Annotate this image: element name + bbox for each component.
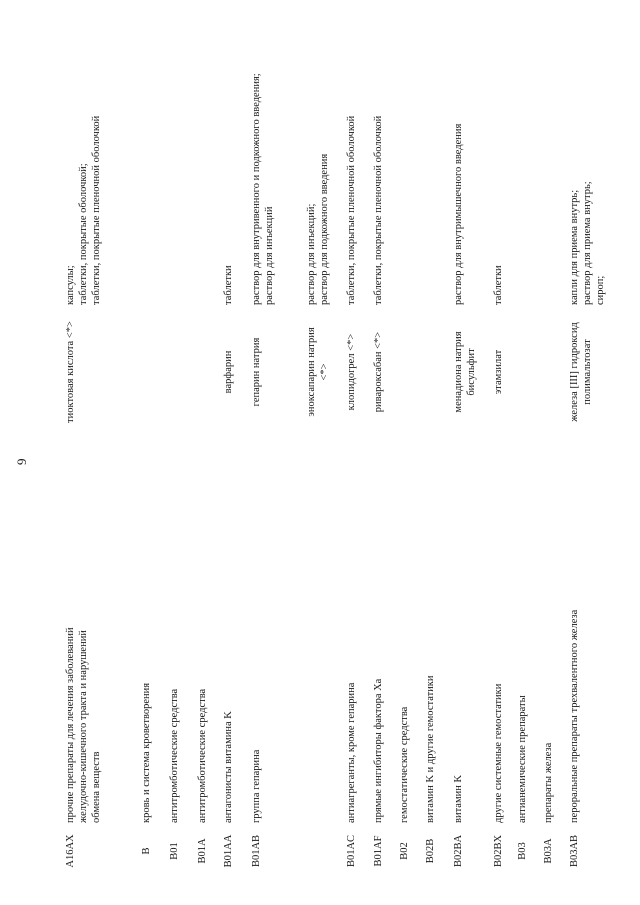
row-form bbox=[345, 15, 358, 305]
row-name-line: обмена веществ bbox=[91, 751, 102, 823]
row-code: B01AA bbox=[223, 834, 234, 868]
row-name-line: витамин K bbox=[453, 774, 464, 823]
row-name-line: антагонисты витамина K bbox=[223, 711, 234, 823]
row-name-line: антитромботические средства bbox=[169, 688, 180, 823]
row-drug-line: <*> bbox=[319, 363, 330, 381]
row-form-line: раствор для приема внутрь; bbox=[582, 181, 593, 305]
row-name bbox=[196, 431, 209, 823]
row-name-line: прочие препараты для лечения заболеваний bbox=[65, 627, 76, 823]
row-drug bbox=[568, 313, 594, 431]
row-code: B02BA bbox=[453, 834, 464, 868]
row-name bbox=[424, 431, 437, 823]
row-code: B01AB bbox=[251, 834, 262, 868]
row-name bbox=[492, 431, 505, 823]
row-code: B02BX bbox=[493, 834, 504, 868]
row-form bbox=[568, 15, 607, 305]
row-drug-line: эноксапарин натрия bbox=[306, 327, 317, 417]
row-name bbox=[345, 431, 358, 823]
row-name bbox=[542, 431, 555, 823]
row-name bbox=[140, 431, 153, 823]
row-code: B03A bbox=[543, 838, 554, 864]
row-form-line: раствор для инъекций bbox=[264, 206, 275, 305]
row-name-line: антитромботические средства bbox=[197, 688, 208, 823]
row-drug-line: полимальтозат bbox=[582, 339, 593, 405]
row-form-line: капсулы; bbox=[65, 265, 76, 305]
row-drug bbox=[250, 313, 263, 431]
row-form-line: таблетки, покрытые пленочной оболочкой bbox=[91, 115, 102, 305]
row-code: B02B bbox=[425, 838, 436, 864]
row-form-line: раствор для внутривенного и подкожного введения; bbox=[251, 73, 262, 305]
row-form bbox=[250, 15, 276, 305]
row-code: B02 bbox=[399, 842, 410, 860]
row-name-line: группа гепарина bbox=[251, 749, 262, 823]
row-name bbox=[64, 431, 103, 823]
row-form-line: таблетки bbox=[223, 265, 234, 305]
row-name-line: кровь и система кроветворения bbox=[141, 682, 152, 823]
row-drug-line: варфарин bbox=[223, 350, 234, 394]
row-drug-line: железа [III] гидроксид bbox=[569, 322, 580, 422]
row-form-line: сироп; bbox=[595, 275, 606, 305]
row-code: B01AC bbox=[346, 834, 357, 868]
row-drug-line: менадиона натрия bbox=[453, 331, 464, 413]
row-name-line: антианемические препараты bbox=[517, 695, 528, 823]
row-drug bbox=[452, 313, 478, 431]
row-form-line: капли для приема внутрь; bbox=[569, 189, 580, 305]
row-form-line: таблетки bbox=[493, 265, 504, 305]
row-name bbox=[568, 431, 581, 823]
row-form bbox=[372, 15, 385, 305]
row-drug bbox=[345, 313, 358, 431]
row-form-line: таблетки, покрытые оболочкой; bbox=[78, 163, 89, 305]
row-drug bbox=[305, 313, 331, 431]
row-code: B01 bbox=[169, 842, 180, 860]
row-drug-line: гепарин натрия bbox=[251, 337, 262, 407]
row-code: B bbox=[141, 847, 152, 855]
row-name-line: другие системные гемостатики bbox=[493, 683, 504, 823]
row-drug bbox=[64, 313, 77, 431]
row-name-line: витамин K и другие гемостатики bbox=[425, 675, 436, 823]
row-name bbox=[372, 431, 385, 823]
row-drug-line: тиоктовая кислота <*> bbox=[65, 321, 76, 423]
row-name bbox=[398, 431, 411, 823]
row-name-line: желудочно-кишечного тракта и нарушений bbox=[78, 630, 89, 823]
row-code: B03 bbox=[517, 842, 528, 860]
row-drug bbox=[372, 313, 385, 431]
row-name-line: пероральные препараты трехвалентного железа bbox=[569, 609, 580, 823]
row-drug-line: этамзилат bbox=[493, 349, 504, 395]
row-name-line: гемостатические средства bbox=[399, 706, 410, 823]
row-form bbox=[64, 15, 103, 305]
row-name bbox=[168, 431, 181, 823]
row-form-line: раствор для внутримышечного введения bbox=[453, 123, 464, 305]
row-drug-line: бисульфит bbox=[466, 348, 477, 396]
row-drug-line: ривароксабан <*> bbox=[373, 331, 384, 413]
row-form bbox=[452, 15, 465, 305]
row-form-line: раствор для подкожного введения bbox=[319, 153, 330, 305]
row-drug bbox=[492, 313, 505, 431]
row-name-line: антиагреганты, кроме гепарина bbox=[346, 682, 357, 823]
row-name bbox=[452, 431, 465, 823]
row-code: A16AX bbox=[65, 834, 76, 868]
row-name-line: прямые ингибиторы фактора Xa bbox=[373, 678, 384, 823]
row-name bbox=[222, 431, 235, 823]
row-form-line: таблетки, покрытые пленочной оболочкой bbox=[346, 115, 357, 305]
row-code: B01AF bbox=[373, 835, 384, 867]
page-number: 9 bbox=[14, 458, 29, 465]
row-form bbox=[492, 15, 505, 305]
row-name bbox=[516, 431, 529, 823]
row-drug-line: клопидогрел <*> bbox=[346, 333, 357, 411]
row-form bbox=[305, 15, 331, 305]
row-code: B03AB bbox=[569, 834, 580, 868]
row-name bbox=[250, 431, 263, 823]
row-form-line: таблетки, покрытые пленочной оболочкой bbox=[373, 115, 384, 305]
row-name-line: препараты железа bbox=[543, 742, 554, 823]
row-form bbox=[222, 15, 235, 305]
row-code: B01A bbox=[197, 838, 208, 864]
row-form-line: раствор для инъекций; bbox=[306, 203, 317, 305]
row-drug bbox=[222, 313, 235, 431]
